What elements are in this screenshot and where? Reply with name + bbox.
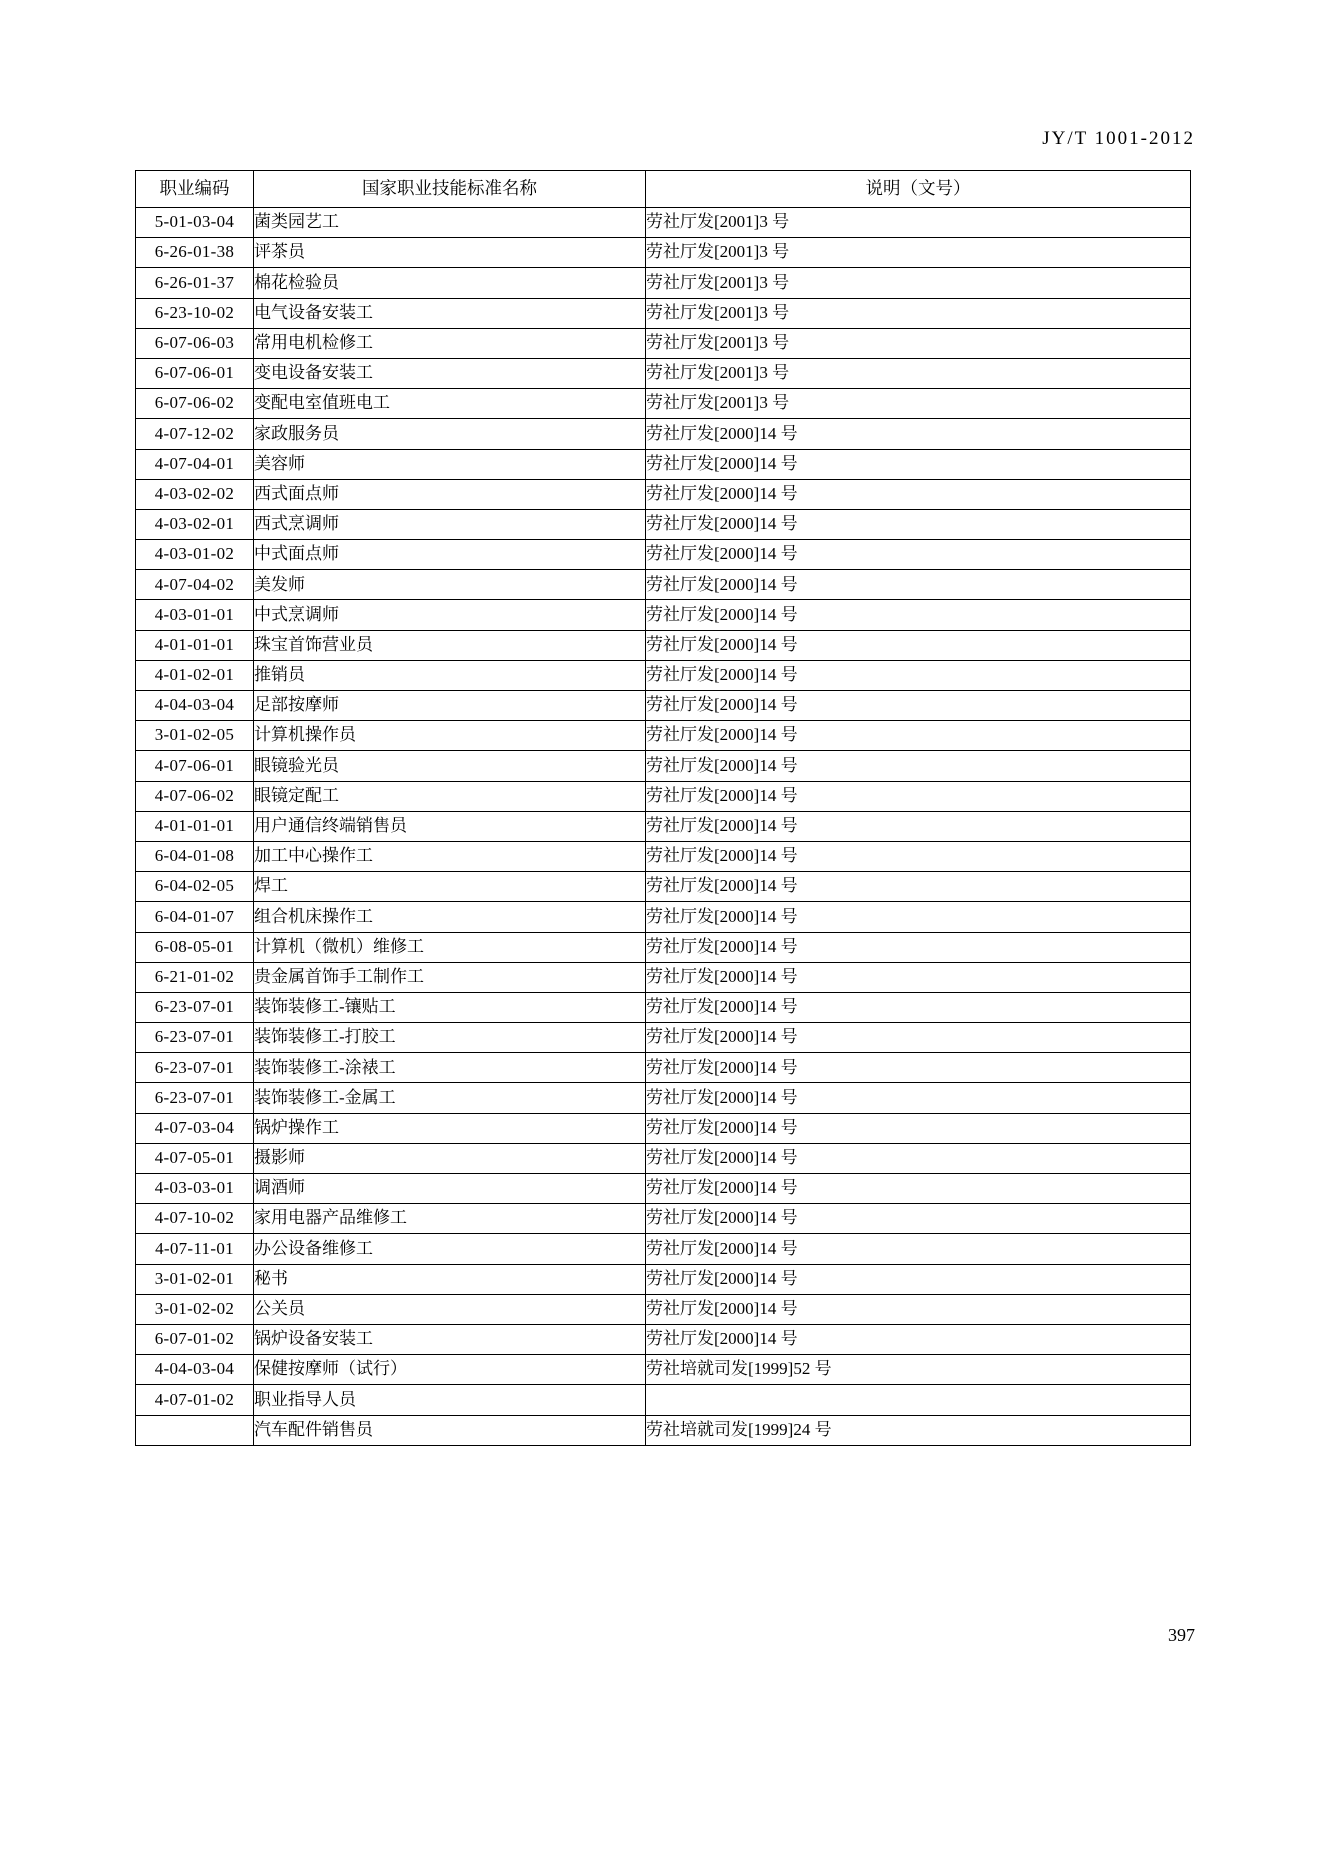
table-row: [136, 1355, 1191, 1385]
cell-document-number: 劳社厅发[2000]14 号: [646, 1294, 1191, 1324]
table-row: [136, 419, 1191, 449]
cell-occupation-code: 4-07-06-01: [136, 751, 254, 781]
table-row: [136, 781, 1191, 811]
cell-standard-name: 电气设备安装工: [254, 298, 646, 328]
cell-occupation-code: 6-23-07-01: [136, 1083, 254, 1113]
cell-occupation-code: 6-04-01-07: [136, 902, 254, 932]
occupation-standards-table: [135, 170, 1191, 1446]
cell-standard-name: 调酒师: [254, 1174, 646, 1204]
cell-occupation-code: 6-08-05-01: [136, 932, 254, 962]
cell-occupation-code: 6-26-01-38: [136, 238, 254, 268]
cell-occupation-code: 6-23-10-02: [136, 298, 254, 328]
cell-occupation-code: [136, 1415, 254, 1445]
cell-standard-name: 秘书: [254, 1264, 646, 1294]
cell-occupation-code: 4-01-01-01: [136, 811, 254, 841]
cell-occupation-code: 4-07-06-02: [136, 781, 254, 811]
cell-standard-name: 办公设备维修工: [254, 1234, 646, 1264]
table-row: [136, 1385, 1191, 1415]
table-row: [136, 992, 1191, 1022]
table-row: [136, 902, 1191, 932]
cell-standard-name: 装饰装修工-金属工: [254, 1083, 646, 1113]
table-row: [136, 298, 1191, 328]
cell-occupation-code: 4-07-04-02: [136, 570, 254, 600]
cell-document-number: 劳社厅发[2000]14 号: [646, 751, 1191, 781]
cell-standard-name: 中式烹调师: [254, 600, 646, 630]
cell-standard-name: 用户通信终端销售员: [254, 811, 646, 841]
cell-document-number: 劳社厅发[2001]3 号: [646, 238, 1191, 268]
cell-document-number: 劳社厅发[2000]14 号: [646, 962, 1191, 992]
cell-standard-name: 计算机操作员: [254, 721, 646, 751]
cell-document-number: 劳社厅发[2000]14 号: [646, 479, 1191, 509]
table-row: [136, 449, 1191, 479]
cell-document-number: 劳社厅发[2000]14 号: [646, 1234, 1191, 1264]
cell-document-number: 劳社厅发[2001]3 号: [646, 208, 1191, 238]
cell-occupation-code: 6-04-01-08: [136, 841, 254, 871]
cell-standard-name: 锅炉操作工: [254, 1113, 646, 1143]
table-row: [136, 660, 1191, 690]
table-row: [136, 600, 1191, 630]
cell-occupation-code: 3-01-02-01: [136, 1264, 254, 1294]
cell-standard-name: 职业指导人员: [254, 1385, 646, 1415]
cell-occupation-code: 4-03-02-01: [136, 509, 254, 539]
cell-standard-name: 西式面点师: [254, 479, 646, 509]
cell-occupation-code: 6-04-02-05: [136, 872, 254, 902]
table-row: [136, 509, 1191, 539]
cell-occupation-code: 6-07-01-02: [136, 1324, 254, 1354]
table-row: [136, 479, 1191, 509]
table-row: [136, 691, 1191, 721]
cell-standard-name: 变配电室值班电工: [254, 389, 646, 419]
table-row: [136, 721, 1191, 751]
cell-occupation-code: 4-03-02-02: [136, 479, 254, 509]
cell-standard-name: 组合机床操作工: [254, 902, 646, 932]
occupation-standards-table-wrapper: [135, 170, 1190, 1446]
table-body: [136, 208, 1191, 1446]
cell-standard-name: 家政服务员: [254, 419, 646, 449]
cell-standard-name: 变电设备安装工: [254, 358, 646, 388]
cell-document-number: 劳社厅发[2000]14 号: [646, 570, 1191, 600]
cell-standard-name: 焊工: [254, 872, 646, 902]
table-row: [136, 268, 1191, 298]
cell-standard-name: 计算机（微机）维修工: [254, 932, 646, 962]
table-row: [136, 1083, 1191, 1113]
cell-occupation-code: 6-23-07-01: [136, 992, 254, 1022]
table-row: [136, 811, 1191, 841]
column-header-note: 说明（文号）: [646, 171, 1191, 208]
cell-standard-name: 保健按摩师（试行）: [254, 1355, 646, 1385]
cell-standard-name: 推销员: [254, 660, 646, 690]
cell-document-number: 劳社厅发[2000]14 号: [646, 449, 1191, 479]
cell-document-number: 劳社厅发[2001]3 号: [646, 328, 1191, 358]
cell-document-number: 劳社厅发[2000]14 号: [646, 1113, 1191, 1143]
cell-standard-name: 评茶员: [254, 238, 646, 268]
cell-document-number: 劳社厅发[2000]14 号: [646, 902, 1191, 932]
cell-occupation-code: 4-07-04-01: [136, 449, 254, 479]
cell-occupation-code: 3-01-02-02: [136, 1294, 254, 1324]
cell-standard-name: 菌类园艺工: [254, 208, 646, 238]
cell-document-number: 劳社厅发[2000]14 号: [646, 1083, 1191, 1113]
table-row: [136, 932, 1191, 962]
cell-document-number: 劳社厅发[2000]14 号: [646, 540, 1191, 570]
cell-standard-name: 棉花检验员: [254, 268, 646, 298]
table-row: [136, 841, 1191, 871]
table-row: [136, 1204, 1191, 1234]
cell-occupation-code: 6-07-06-02: [136, 389, 254, 419]
column-header-code: 职业编码: [136, 171, 254, 208]
table-header: [136, 171, 1191, 208]
cell-document-number: 劳社厅发[2001]3 号: [646, 298, 1191, 328]
cell-standard-name: 中式面点师: [254, 540, 646, 570]
cell-standard-name: 眼镜验光员: [254, 751, 646, 781]
cell-document-number: 劳社厅发[2000]14 号: [646, 1023, 1191, 1053]
cell-occupation-code: 6-23-07-01: [136, 1053, 254, 1083]
cell-occupation-code: 4-01-02-01: [136, 660, 254, 690]
table-row: [136, 1174, 1191, 1204]
cell-standard-name: 装饰装修工-打胶工: [254, 1023, 646, 1053]
cell-occupation-code: 5-01-03-04: [136, 208, 254, 238]
cell-document-number: 劳社厅发[2000]14 号: [646, 1053, 1191, 1083]
table-row: [136, 962, 1191, 992]
cell-occupation-code: 4-04-03-04: [136, 1355, 254, 1385]
cell-document-number: 劳社厅发[2001]3 号: [646, 389, 1191, 419]
cell-occupation-code: 6-07-06-01: [136, 358, 254, 388]
cell-document-number: 劳社厅发[2000]14 号: [646, 419, 1191, 449]
table-row: [136, 1143, 1191, 1173]
cell-standard-name: 贵金属首饰手工制作工: [254, 962, 646, 992]
cell-document-number: 劳社厅发[2000]14 号: [646, 1264, 1191, 1294]
cell-document-number: 劳社厅发[2000]14 号: [646, 1204, 1191, 1234]
table-row: [136, 1113, 1191, 1143]
cell-standard-name: 汽车配件销售员: [254, 1415, 646, 1445]
cell-occupation-code: 4-03-01-02: [136, 540, 254, 570]
cell-document-number: 劳社厅发[2000]14 号: [646, 660, 1191, 690]
cell-document-number: 劳社厅发[2000]14 号: [646, 509, 1191, 539]
cell-occupation-code: 4-04-03-04: [136, 691, 254, 721]
cell-standard-name: 足部按摩师: [254, 691, 646, 721]
cell-occupation-code: 4-03-03-01: [136, 1174, 254, 1204]
table-row: [136, 1415, 1191, 1445]
cell-document-number: 劳社厅发[2000]14 号: [646, 1324, 1191, 1354]
table-row: [136, 238, 1191, 268]
cell-standard-name: 美发师: [254, 570, 646, 600]
table-row: [136, 328, 1191, 358]
cell-occupation-code: 6-26-01-37: [136, 268, 254, 298]
cell-occupation-code: 4-07-10-02: [136, 1204, 254, 1234]
cell-document-number: 劳社厅发[2000]14 号: [646, 630, 1191, 660]
cell-document-number: 劳社厅发[2000]14 号: [646, 932, 1191, 962]
table-row: [136, 389, 1191, 419]
cell-document-number: 劳社厅发[2001]3 号: [646, 358, 1191, 388]
cell-standard-name: 常用电机检修工: [254, 328, 646, 358]
cell-document-number: 劳社厅发[2001]3 号: [646, 268, 1191, 298]
cell-occupation-code: 6-23-07-01: [136, 1023, 254, 1053]
cell-occupation-code: 4-07-11-01: [136, 1234, 254, 1264]
cell-occupation-code: 3-01-02-05: [136, 721, 254, 751]
cell-standard-name: 珠宝首饰营业员: [254, 630, 646, 660]
cell-occupation-code: 6-21-01-02: [136, 962, 254, 992]
cell-standard-name: 美容师: [254, 449, 646, 479]
cell-standard-name: 装饰装修工-镶贴工: [254, 992, 646, 1022]
cell-standard-name: 加工中心操作工: [254, 841, 646, 871]
cell-document-number: 劳社厅发[2000]14 号: [646, 781, 1191, 811]
table-header-row: [136, 171, 1191, 208]
cell-document-number: 劳社厅发[2000]14 号: [646, 600, 1191, 630]
cell-occupation-code: 6-07-06-03: [136, 328, 254, 358]
table-row: [136, 1234, 1191, 1264]
table-row: [136, 1023, 1191, 1053]
table-row: [136, 1264, 1191, 1294]
table-row: [136, 630, 1191, 660]
page-number: 397: [1168, 1625, 1195, 1645]
table-row: [136, 208, 1191, 238]
cell-document-number: 劳社厅发[2000]14 号: [646, 992, 1191, 1022]
cell-document-number: 劳社厅发[2000]14 号: [646, 1143, 1191, 1173]
table-row: [136, 1053, 1191, 1083]
cell-standard-name: 眼镜定配工: [254, 781, 646, 811]
table-row: [136, 358, 1191, 388]
table-row: [136, 570, 1191, 600]
table-row: [136, 1324, 1191, 1354]
cell-occupation-code: 4-07-03-04: [136, 1113, 254, 1143]
cell-document-number: 劳社厅发[2000]14 号: [646, 721, 1191, 751]
table-row: [136, 1294, 1191, 1324]
cell-standard-name: 装饰装修工-涂裱工: [254, 1053, 646, 1083]
cell-occupation-code: 4-07-12-02: [136, 419, 254, 449]
cell-document-number: 劳社培就司发[1999]52 号: [646, 1355, 1191, 1385]
cell-standard-name: 摄影师: [254, 1143, 646, 1173]
cell-document-number: 劳社厅发[2000]14 号: [646, 811, 1191, 841]
cell-standard-name: 公关员: [254, 1294, 646, 1324]
cell-document-number: 劳社厅发[2000]14 号: [646, 872, 1191, 902]
cell-document-number: [646, 1385, 1191, 1415]
cell-document-number: 劳社厅发[2000]14 号: [646, 691, 1191, 721]
cell-occupation-code: 4-07-05-01: [136, 1143, 254, 1173]
page-header-standard-code: JY/T 1001-2012: [1042, 128, 1195, 149]
cell-document-number: 劳社厅发[2000]14 号: [646, 1174, 1191, 1204]
cell-standard-name: 西式烹调师: [254, 509, 646, 539]
cell-standard-name: 家用电器产品维修工: [254, 1204, 646, 1234]
cell-occupation-code: 4-01-01-01: [136, 630, 254, 660]
cell-document-number: 劳社厅发[2000]14 号: [646, 841, 1191, 871]
table-row: [136, 751, 1191, 781]
cell-occupation-code: 4-07-01-02: [136, 1385, 254, 1415]
table-row: [136, 540, 1191, 570]
cell-standard-name: 锅炉设备安装工: [254, 1324, 646, 1354]
cell-occupation-code: 4-03-01-01: [136, 600, 254, 630]
cell-document-number: 劳社培就司发[1999]24 号: [646, 1415, 1191, 1445]
column-header-name: 国家职业技能标准名称: [254, 171, 646, 208]
table-row: [136, 872, 1191, 902]
